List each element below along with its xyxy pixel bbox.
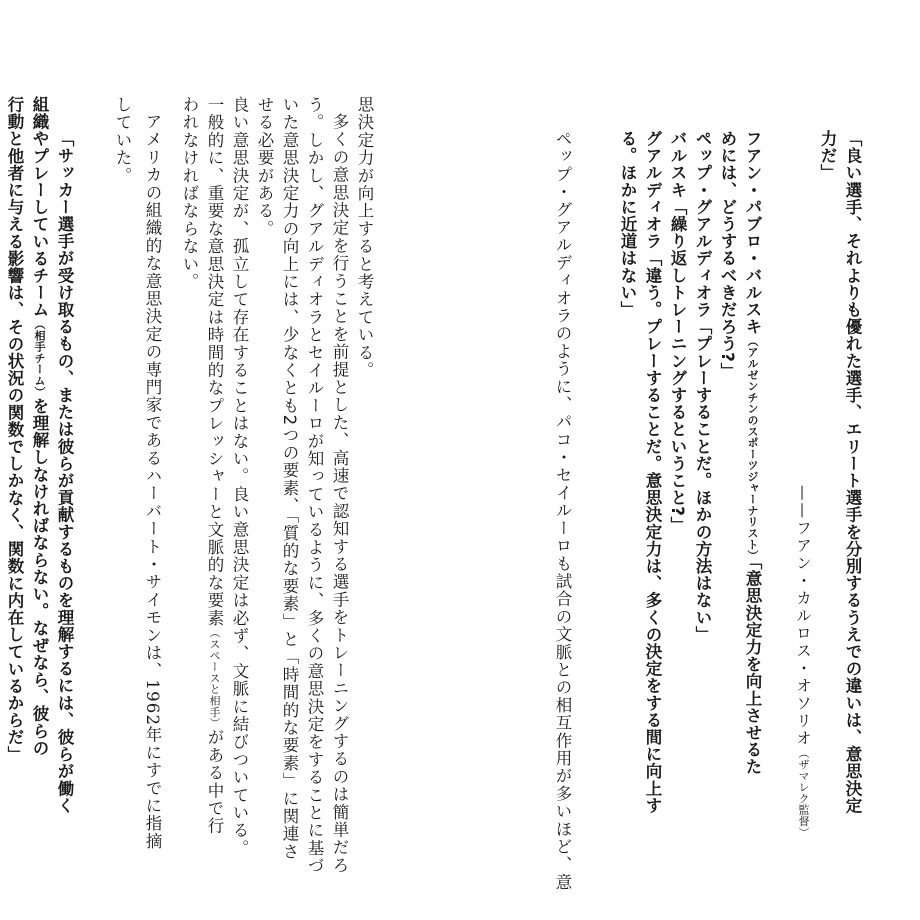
body-line-2: 思決定力が向上すると考えている。 [355, 96, 374, 380]
body-line-4: う。しかし、グアルディオラとセイルーロが知っているように、多くの意思決定をすることに基づ [305, 96, 324, 875]
dialogue-line-6: る。ほかに近道はない」 [618, 130, 637, 319]
quote-attribution: ——フアン・カルロス・オソリオ（ザマレク監督） [794, 485, 812, 838]
attribution-note: （ザマレク監督） [797, 747, 810, 838]
body-line-1: ペップ・グアルディオラのように、パコ・セイルーロも試合の文脈との相互作用が多いほど、意 [553, 130, 572, 892]
body-line-8: 一般的に、重要な意思決定は時間的なプレッシャーと文脈的な要素（スペースと相手）がある中で行 [205, 96, 224, 835]
simon-quote-line-1: 「サッカー選手が受け取るもの、または彼らが貢献するものを理解するには、彼らが働く [55, 130, 74, 814]
body-line-5: いた意思決定力の向上には、少なくとも2つの要素、「質的な要素」と「時間的な要素」に関連さ [280, 96, 299, 861]
dialogue-line-5: グアルディオラ「違う。プレーすることだ。意思決定力は、多くの決定をする間に向上す [643, 130, 662, 815]
dialogue-line-1: フアン・パブロ・バルスキ（アルゼンチンのスポーツジャーナリスト）「意思決定力を向上させるた [743, 130, 762, 776]
body-line-9: われなければならない。 [180, 96, 199, 291]
body-line-6: せる必要がある。 [255, 96, 274, 238]
simon-quote-line-2: 組織やプレーしているチーム（相手チーム）を理解しなければならない。なぜなら、彼らの [30, 96, 49, 757]
body-line-7: 良い意思決定が、孤立して存在することはない。良い意思決定は必ず、文脈に結びついている。 [230, 96, 249, 858]
opening-quote-line-2: 力だ」 [818, 130, 837, 182]
body-line-10: アメリカの組織的な意思決定の専門家であるハーバート・サイモンは、1962年にすでに指摘 [143, 113, 162, 851]
body-line-3: 多くの意思決定を行うことを前提とした、高速で認知する選手をトレーニングするのは簡単だろ [330, 113, 349, 875]
dialogue-line-4: バルスキ「繰り返しトレーニングするということ?」 [668, 130, 687, 534]
opening-quote-line-1: 「良い選手、それよりも優れた選手、エリート選手を分別するうえでの違いは、意思決定 [843, 130, 862, 814]
body-line-11: していた。 [113, 96, 132, 185]
dialogue-line-3: ペップ・グアルディオラ「プレーすることだ。ほかの方法はない」 [693, 130, 712, 644]
simon-quote-line-3: 行動と他者に与える影響は、その状況の関数でしかなく、関数に内在しているからだ」 [5, 96, 24, 763]
dialogue-line-2: めには、どうするべきだろう?」 [718, 130, 737, 380]
